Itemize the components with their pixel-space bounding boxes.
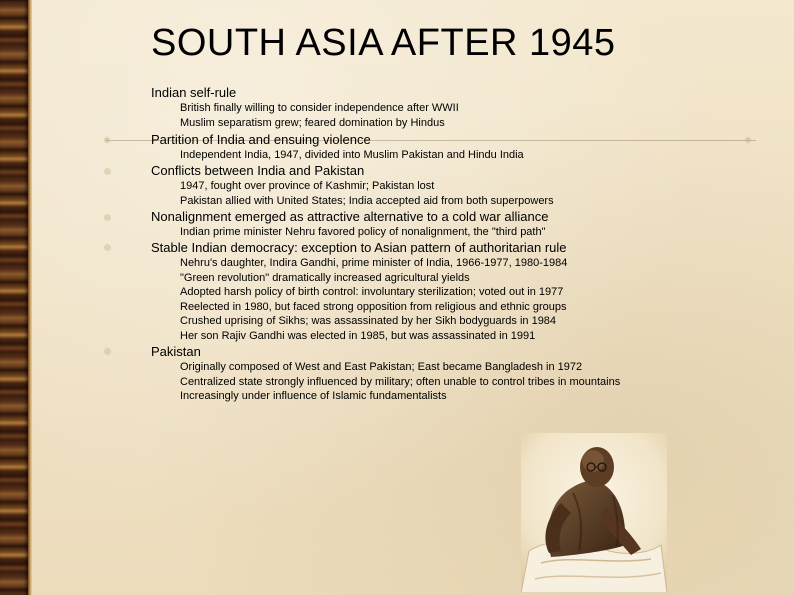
section-item: Indian prime minister Nehru favored policy of nonalignment, the "third path" — [180, 226, 546, 238]
section-heading: Pakistan — [151, 344, 201, 359]
portrait-illustration — [521, 433, 667, 593]
section-item: Nehru's daughter, Indira Gandhi, prime minister of India, 1966-1977, 1980-1984 — [180, 257, 568, 269]
bullet-mark — [104, 168, 111, 175]
section-item: Independent India, 1947, divided into Muslim Pakistan and Hindu India — [180, 149, 524, 161]
section-item: Crushed uprising of Sikhs; was assassinated by her Sikh bodyguards in 1984 — [180, 315, 557, 327]
portrait-photo — [521, 433, 667, 593]
bullet-mark — [104, 214, 111, 221]
border-edge — [28, 0, 32, 595]
section-item: Reelected in 1980, but faced strong opposition from religious and ethnic groups — [180, 301, 567, 313]
guide-dot-icon — [103, 136, 111, 144]
section-heading: Conflicts between India and Pakistan — [151, 163, 365, 178]
section-item: British finally willing to consider independence after WWII — [180, 102, 459, 114]
section-heading: Indian self-rule — [151, 85, 237, 100]
slide-title: SOUTH ASIA AFTER 1945 — [151, 22, 616, 64]
section-heading: Partition of India and ensuing violence — [151, 132, 371, 147]
section-item: "Green revolution" dramatically increased agricultural yields — [180, 272, 470, 284]
section-item: Her son Rajiv Gandhi was elected in 1985, but was assassinated in 1991 — [180, 330, 536, 342]
section-heading: Nonalignment emerged as attractive alternative to a cold war alliance — [151, 209, 549, 224]
section-item: Centralized state strongly influenced by military; often unable to control tribes in mountains — [180, 376, 621, 388]
section-item: 1947, fought over province of Kashmir; Pakistan lost — [180, 180, 435, 192]
section-item: Pakistan allied with United States; India accepted aid from both superpowers — [180, 195, 554, 207]
section-heading: Stable Indian democracy: exception to Asian pattern of authoritarian rule — [151, 240, 567, 255]
section-item: Muslim separatism grew; feared domination by Hindus — [180, 117, 445, 129]
section-item: Adopted harsh policy of birth control: involuntary sterilization; voted out in 1977 — [180, 286, 564, 298]
guide-dot-icon — [744, 136, 752, 144]
section-item: Originally composed of West and East Pakistan; East became Bangladesh in 1972 — [180, 361, 583, 373]
bullet-mark — [104, 348, 111, 355]
bullet-mark — [104, 244, 111, 251]
decorative-border — [0, 0, 28, 595]
section-item: Increasingly under influence of Islamic fundamentalists — [180, 390, 447, 402]
